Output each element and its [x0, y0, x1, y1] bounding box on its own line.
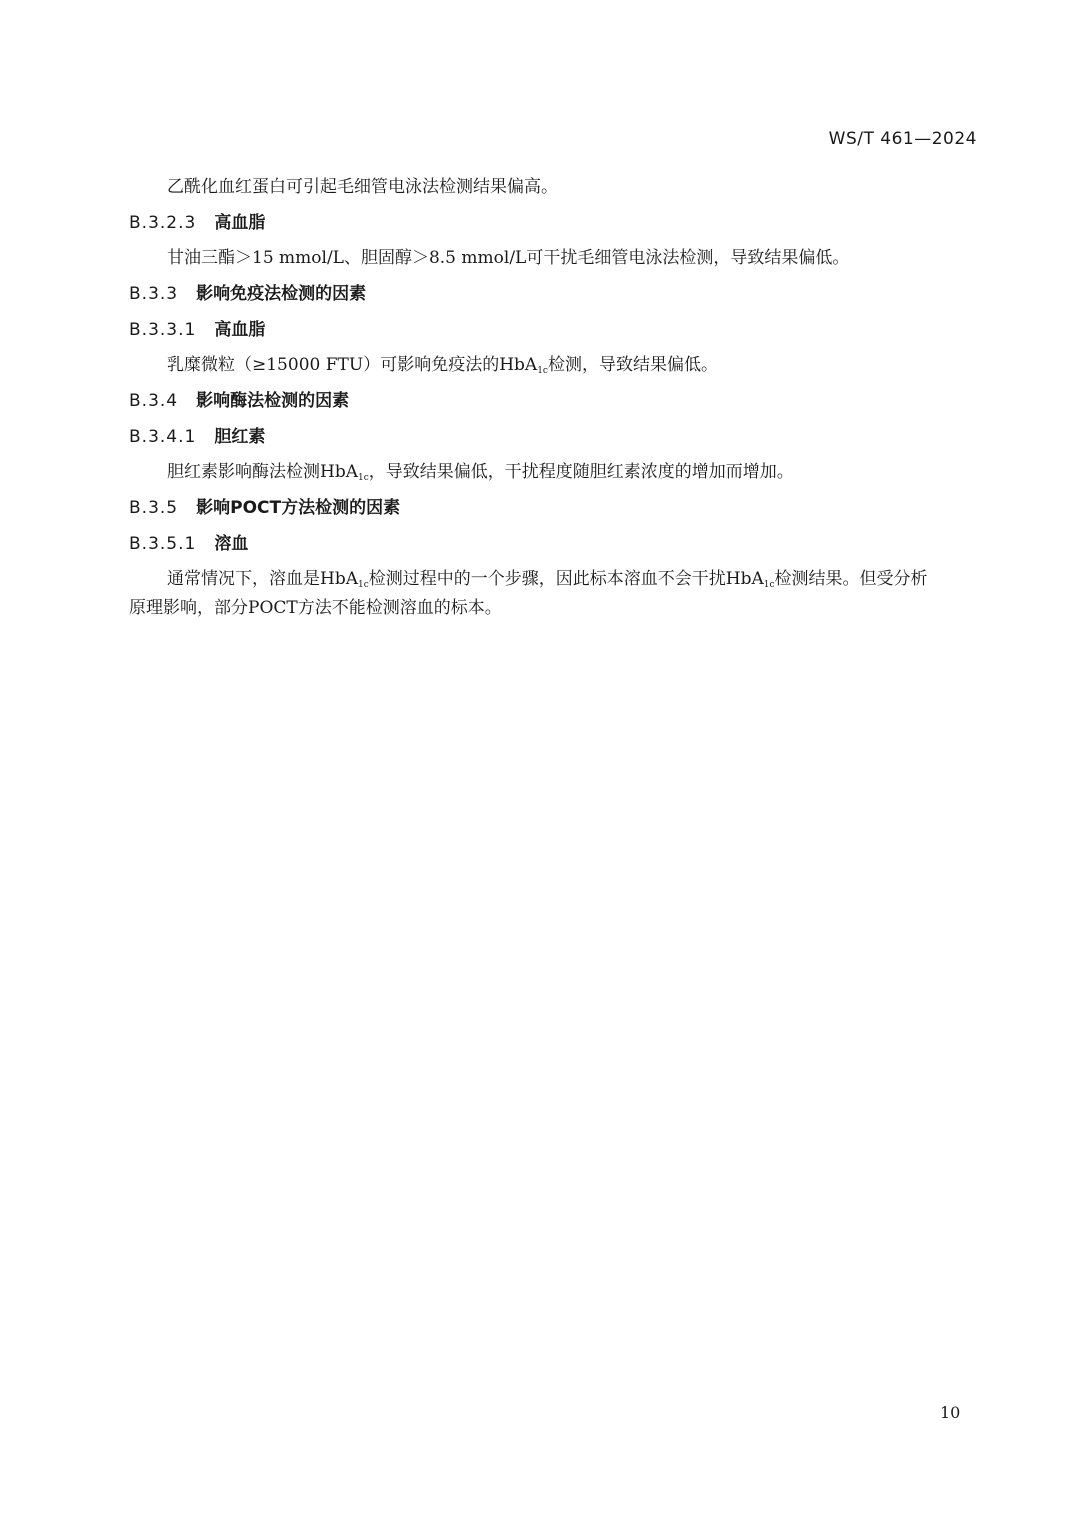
- text-run: ，导致结果偏低，干扰程度随胆红素浓度的增加而增加。: [368, 462, 794, 482]
- section-number: B.3.2.3: [129, 213, 197, 233]
- section-title: 胆红素: [214, 427, 266, 447]
- paragraph: [167, 567, 928, 591]
- section-heading: [129, 532, 248, 556]
- section-number: B.3.4: [129, 391, 179, 411]
- text-run: 通常情况下，溶血是HbA: [167, 569, 358, 589]
- section-title: 高血脂: [214, 213, 266, 233]
- section-number: B.3.5: [129, 498, 179, 518]
- section-number: B.3.4.1: [129, 427, 197, 447]
- section-heading: [129, 425, 265, 449]
- paragraph: [167, 460, 794, 484]
- section-title: 影响酶法检测的因素: [196, 391, 350, 411]
- section-heading: [129, 282, 366, 306]
- paragraph: 乙酰化血红蛋白可引起毛细管电泳法检测结果偏高。: [167, 177, 558, 197]
- paragraph: 甘油三酯＞15 mmol/L、胆固醇＞8.5 mmol/L可干扰毛细管电泳法检测，导致结果偏低。: [167, 248, 850, 268]
- text-run: 检测结果。但受分析: [774, 569, 928, 589]
- section-title: 影响免疫法检测的因素: [196, 284, 367, 304]
- section-title: 影响POCT方法检测的因素: [196, 498, 401, 518]
- document-code: WS/T 461—2024: [828, 129, 977, 149]
- text-run: 检测过程中的一个步骤，因此标本溶血不会干扰HbA: [368, 569, 764, 589]
- section-title: 溶血: [214, 534, 249, 554]
- subscript: 1c: [537, 366, 548, 376]
- section-number: B.3.3: [129, 284, 179, 304]
- subscript: 1c: [357, 473, 369, 483]
- text-run: 胆红素影响酶法检测HbA: [167, 462, 358, 482]
- text-run: 乳糜微粒（≥15000 FTU）可影响免疫法的HbA: [167, 355, 538, 375]
- section-heading: [129, 389, 349, 413]
- text-run: 检测，导致结果偏低。: [547, 355, 718, 375]
- section-number: B.3.3.1: [129, 320, 197, 340]
- page-number: 10: [940, 1403, 961, 1422]
- section-heading: [129, 211, 265, 235]
- section-title: 高血脂: [214, 320, 266, 340]
- paragraph: [167, 353, 718, 377]
- section-heading: [129, 496, 400, 520]
- subscript: 1c: [357, 580, 369, 590]
- section-number: B.3.5.1: [129, 534, 197, 554]
- paragraph-continuation: 原理影响，部分POCT方法不能检测溶血的标本。: [129, 598, 502, 618]
- section-heading: [129, 318, 265, 342]
- subscript: 1c: [763, 580, 775, 590]
